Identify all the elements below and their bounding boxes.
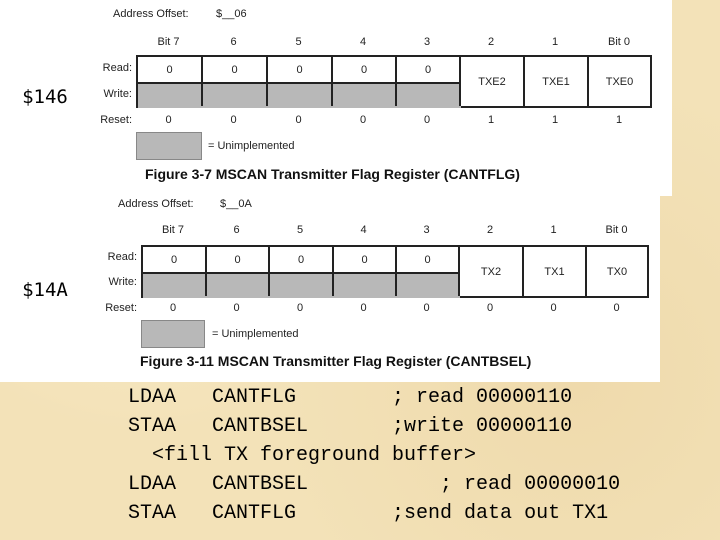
address-offset-value: $__0A (220, 198, 252, 210)
unimplemented-legend-swatch (141, 320, 205, 348)
bit-header: 5 (296, 224, 304, 236)
bit-header: Bit 0 (605, 224, 628, 236)
row-label-reset: Reset: (100, 114, 132, 126)
bit-header: 1 (551, 36, 559, 48)
address-offset-value: $__06 (216, 8, 247, 20)
bit-header: 3 (423, 224, 430, 236)
reset-value: 0 (550, 302, 557, 314)
read-value: 0 (166, 63, 173, 76)
reset-value: 1 (487, 114, 495, 126)
reset-value: 0 (360, 302, 367, 314)
read-value: 0 (296, 63, 303, 76)
figure-caption: Figure 3-7 MSCAN Transmitter Flag Register (CANTFLG) (145, 166, 520, 182)
read-value: 0 (170, 253, 178, 266)
row-divider (143, 272, 460, 274)
flag-txe2: TXE2 (478, 75, 506, 88)
address-offset-label: Address Offset: (113, 8, 189, 20)
bit-header: Bit 7 (157, 36, 180, 48)
register-figure-cantflg (0, 0, 672, 196)
bit-header: 4 (360, 224, 367, 236)
row-label-read: Read: (107, 251, 137, 263)
bit-header: 2 (487, 36, 495, 48)
reset-value: 0 (165, 114, 172, 126)
register-address-label: $146 (22, 86, 68, 108)
code-line: LDAA CANTFLG ; read 00000110 (128, 386, 573, 409)
code-line: LDAA CANTBSEL ; read 00000010 (128, 473, 621, 496)
unimplemented-write-cells (143, 273, 460, 298)
bit-header: Bit 0 (607, 36, 630, 48)
row-divider (138, 82, 461, 84)
reset-value: 0 (423, 302, 430, 314)
flag-tx2: TX2 (480, 265, 502, 278)
address-offset-label: Address Offset: (118, 198, 194, 210)
bit-header: 2 (486, 224, 494, 236)
read-value: 0 (234, 253, 241, 266)
bit-header: 1 (550, 224, 557, 236)
read-value: 0 (361, 253, 368, 266)
read-value: 0 (297, 253, 305, 266)
reset-value: 0 (169, 302, 177, 314)
row-label-read: Read: (102, 62, 132, 74)
reset-value: 1 (615, 114, 623, 126)
register-grid (136, 55, 652, 108)
register-grid (141, 245, 649, 298)
row-label-reset: Reset: (105, 302, 137, 314)
read-value: 0 (231, 63, 238, 76)
code-line: STAA CANTBSEL ;write 00000110 (128, 415, 573, 438)
reset-value: 0 (230, 114, 237, 126)
bit-header: 6 (233, 224, 240, 236)
unimplemented-legend-text: = Unimplemented (212, 328, 299, 340)
unimplemented-write-cells (138, 83, 461, 108)
reset-value: 0 (613, 302, 620, 314)
row-label-write: Write: (103, 88, 132, 100)
reset-value: 1 (551, 114, 559, 126)
reset-value: 0 (296, 302, 304, 314)
figure-caption: Figure 3-11 MSCAN Transmitter Flag Register (CANTBSEL) (140, 353, 532, 369)
reset-value: 0 (233, 302, 240, 314)
code-line: STAA CANTFLG ;send data out TX1 (128, 502, 609, 525)
bit-header: 3 (423, 36, 431, 48)
reset-value: 0 (295, 114, 302, 126)
flag-tx1: TX1 (544, 265, 565, 278)
reset-value: 0 (486, 302, 494, 314)
read-value: 0 (424, 253, 431, 266)
unimplemented-legend-text: = Unimplemented (208, 140, 295, 152)
register-figure-cantbsel (0, 196, 660, 382)
flag-tx0: TX0 (606, 265, 628, 278)
flag-txe1: TXE1 (542, 75, 570, 88)
code-line: <fill TX foreground buffer> (128, 444, 477, 467)
bit-header: 4 (359, 36, 367, 48)
read-value: 0 (360, 63, 368, 76)
bit-header: 5 (295, 36, 302, 48)
reset-value: 0 (359, 114, 367, 126)
flag-txe0: TXE0 (605, 75, 634, 88)
bit-header: 6 (230, 36, 237, 48)
row-label-write: Write: (108, 276, 137, 288)
bit-header: Bit 7 (161, 224, 184, 236)
unimplemented-legend-swatch (136, 132, 202, 160)
reset-value: 0 (423, 114, 431, 126)
read-value: 0 (424, 63, 432, 76)
register-address-label: $14A (22, 279, 68, 301)
